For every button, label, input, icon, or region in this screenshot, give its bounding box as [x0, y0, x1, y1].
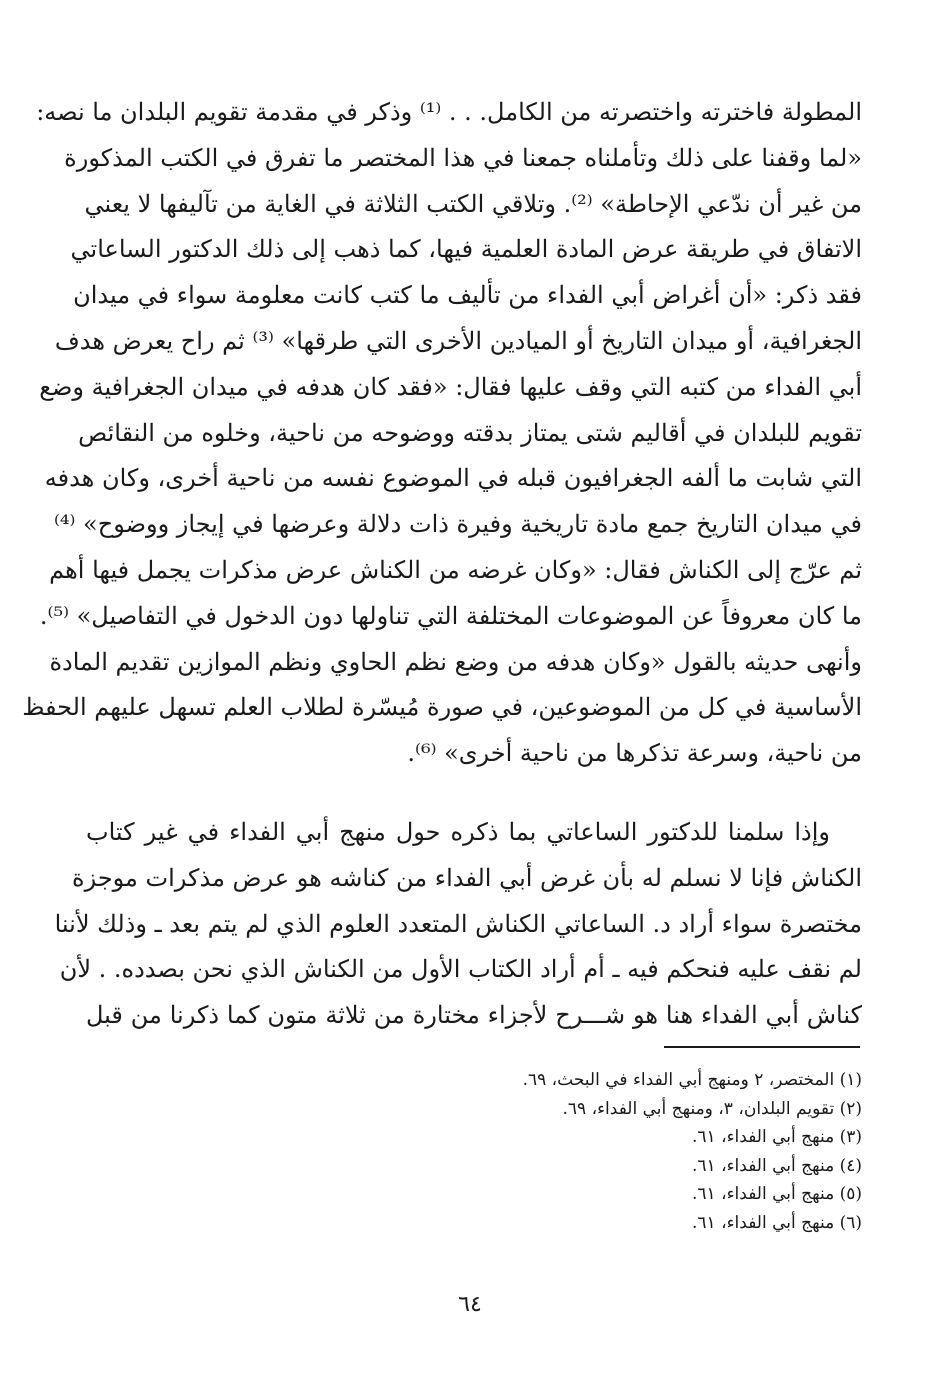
footnote-6: (٦) منهج أبي الفداء، ٦١.	[692, 1212, 862, 1233]
text-line: التي شابت ما ألفه الجغرافيون قبله في الموضوع نفسه من ناحية أخرى، وكان هدفه	[44, 464, 862, 493]
text-line: ثم عرّج إلى الكناش فقال: «وكان غرضه من الكناش عرض مذكرات يجمل فيها أهم	[49, 555, 862, 584]
text-line: لم نقف عليه فنحكم فيه ـ أم أراد الكتاب الأول من الكناش الذي نحن بصدده. . لأن	[59, 955, 862, 984]
text-line: وأنهى حديثه بالقول «وكان هدفه من وضع نظم الحاوي ونظم الموازين تقديم المادة	[49, 647, 862, 676]
body-paragraph-1	[22, 90, 862, 777]
text-line: الكناش فإنا لا نسلم له بأن غرض أبي الفداء من كناشه هو عرض مذكرات موجزة	[72, 863, 862, 892]
body-paragraph-2	[54, 810, 862, 1039]
footnotes	[86, 1066, 862, 1238]
text-line: في ميدان التاريخ جمع مادة تاريخية وفيرة ذات دلالة وعرضها في إيجاز ووضوح» ⁽⁴⁾	[53, 510, 862, 539]
text-line: «لما وقفنا على ذلك وتأملناه جمعنا في هذا المختصر ما تفرق في الكتب المذكورة	[64, 143, 862, 172]
text-line: مختصرة سواء أراد د. الساعاتي الكناش المتعدد العلوم الذي لم يتم بعد ـ وذلك لأننا	[54, 909, 862, 938]
text-line: أبي الفداء من كتبه التي وقف عليها فقال: «فقد كان هدفه في ميدان الجغرافية وضع	[39, 372, 862, 401]
footnote-3: (٣) منهج أبي الفداء، ٦١.	[692, 1127, 862, 1148]
footnote-1: (١) المختصر، ٢ ومنهج أبي الفداء في البحث، ٦٩.	[522, 1070, 862, 1090]
text-line: من ناحية، وسرعة تذكرها من ناحية أخرى» ⁽⁶⁾.	[407, 739, 862, 768]
text-line: ما كان معروفاً عن الموضوعات المختلفة التي تناولها دون الدخول في التفاصيل» ⁽⁵⁾.	[39, 601, 862, 630]
text-line: الأساسية في كل من الموضوعين، في صورة مُيسّرة لطلاب العلم تسهل عليهم الحفظ	[22, 693, 862, 722]
footnote-2: (٢) تقويم البلدان، ٣، ومنهج أبي الفداء، ٦٩.	[562, 1098, 862, 1119]
text-line: الجغرافية، أو ميدان التاريخ أو الميادين الأخرى التي طرقها» ⁽³⁾ ثم راح يعرض هدف	[54, 326, 862, 355]
text-line: تقويم للبلدان في أقاليم شتى يمتاز بدقته ووضوحه من ناحية، وخلوه من النقائص	[78, 418, 862, 447]
text-line: وإذا سلمنا للدكتور الساعاتي بما ذكره حول منهج أبي الفداء في غير كتاب	[86, 818, 830, 846]
footnote-divider	[664, 1046, 860, 1048]
text-line: المطولة فاخترته واختصرته من الكامل. . . ⁽¹⁾ وذكر في مقدمة تقويم البلدان ما نصه:	[36, 98, 862, 126]
footnote-4: (٤) منهج أبي الفداء، ٦١.	[692, 1155, 862, 1176]
text-line: من غير أن ندّعي الإحاطة» ⁽²⁾. وتلاقي الكتب الثلاثة في الغاية من تآليفها لا يعني	[84, 189, 862, 218]
text-line: الاتفاق في طريقة عرض المادة العلمية فيها، كما ذهب إلى ذلك الدكتور الساعاتي	[70, 235, 862, 264]
page-number: ٦٤	[458, 1292, 482, 1317]
text-line: فقد ذكر: «أن أغراض أبي الفداء من تأليف ما كتب كانت معلومة سواء في ميدان	[73, 281, 862, 310]
footnote-5: (٥) منهج أبي الفداء، ٦١.	[692, 1184, 862, 1205]
text-line: كناش أبي الفداء هنا هو شـــرح لأجزاء مختارة من ثلاثة متون كما ذكرنا من قبل	[86, 1001, 862, 1030]
